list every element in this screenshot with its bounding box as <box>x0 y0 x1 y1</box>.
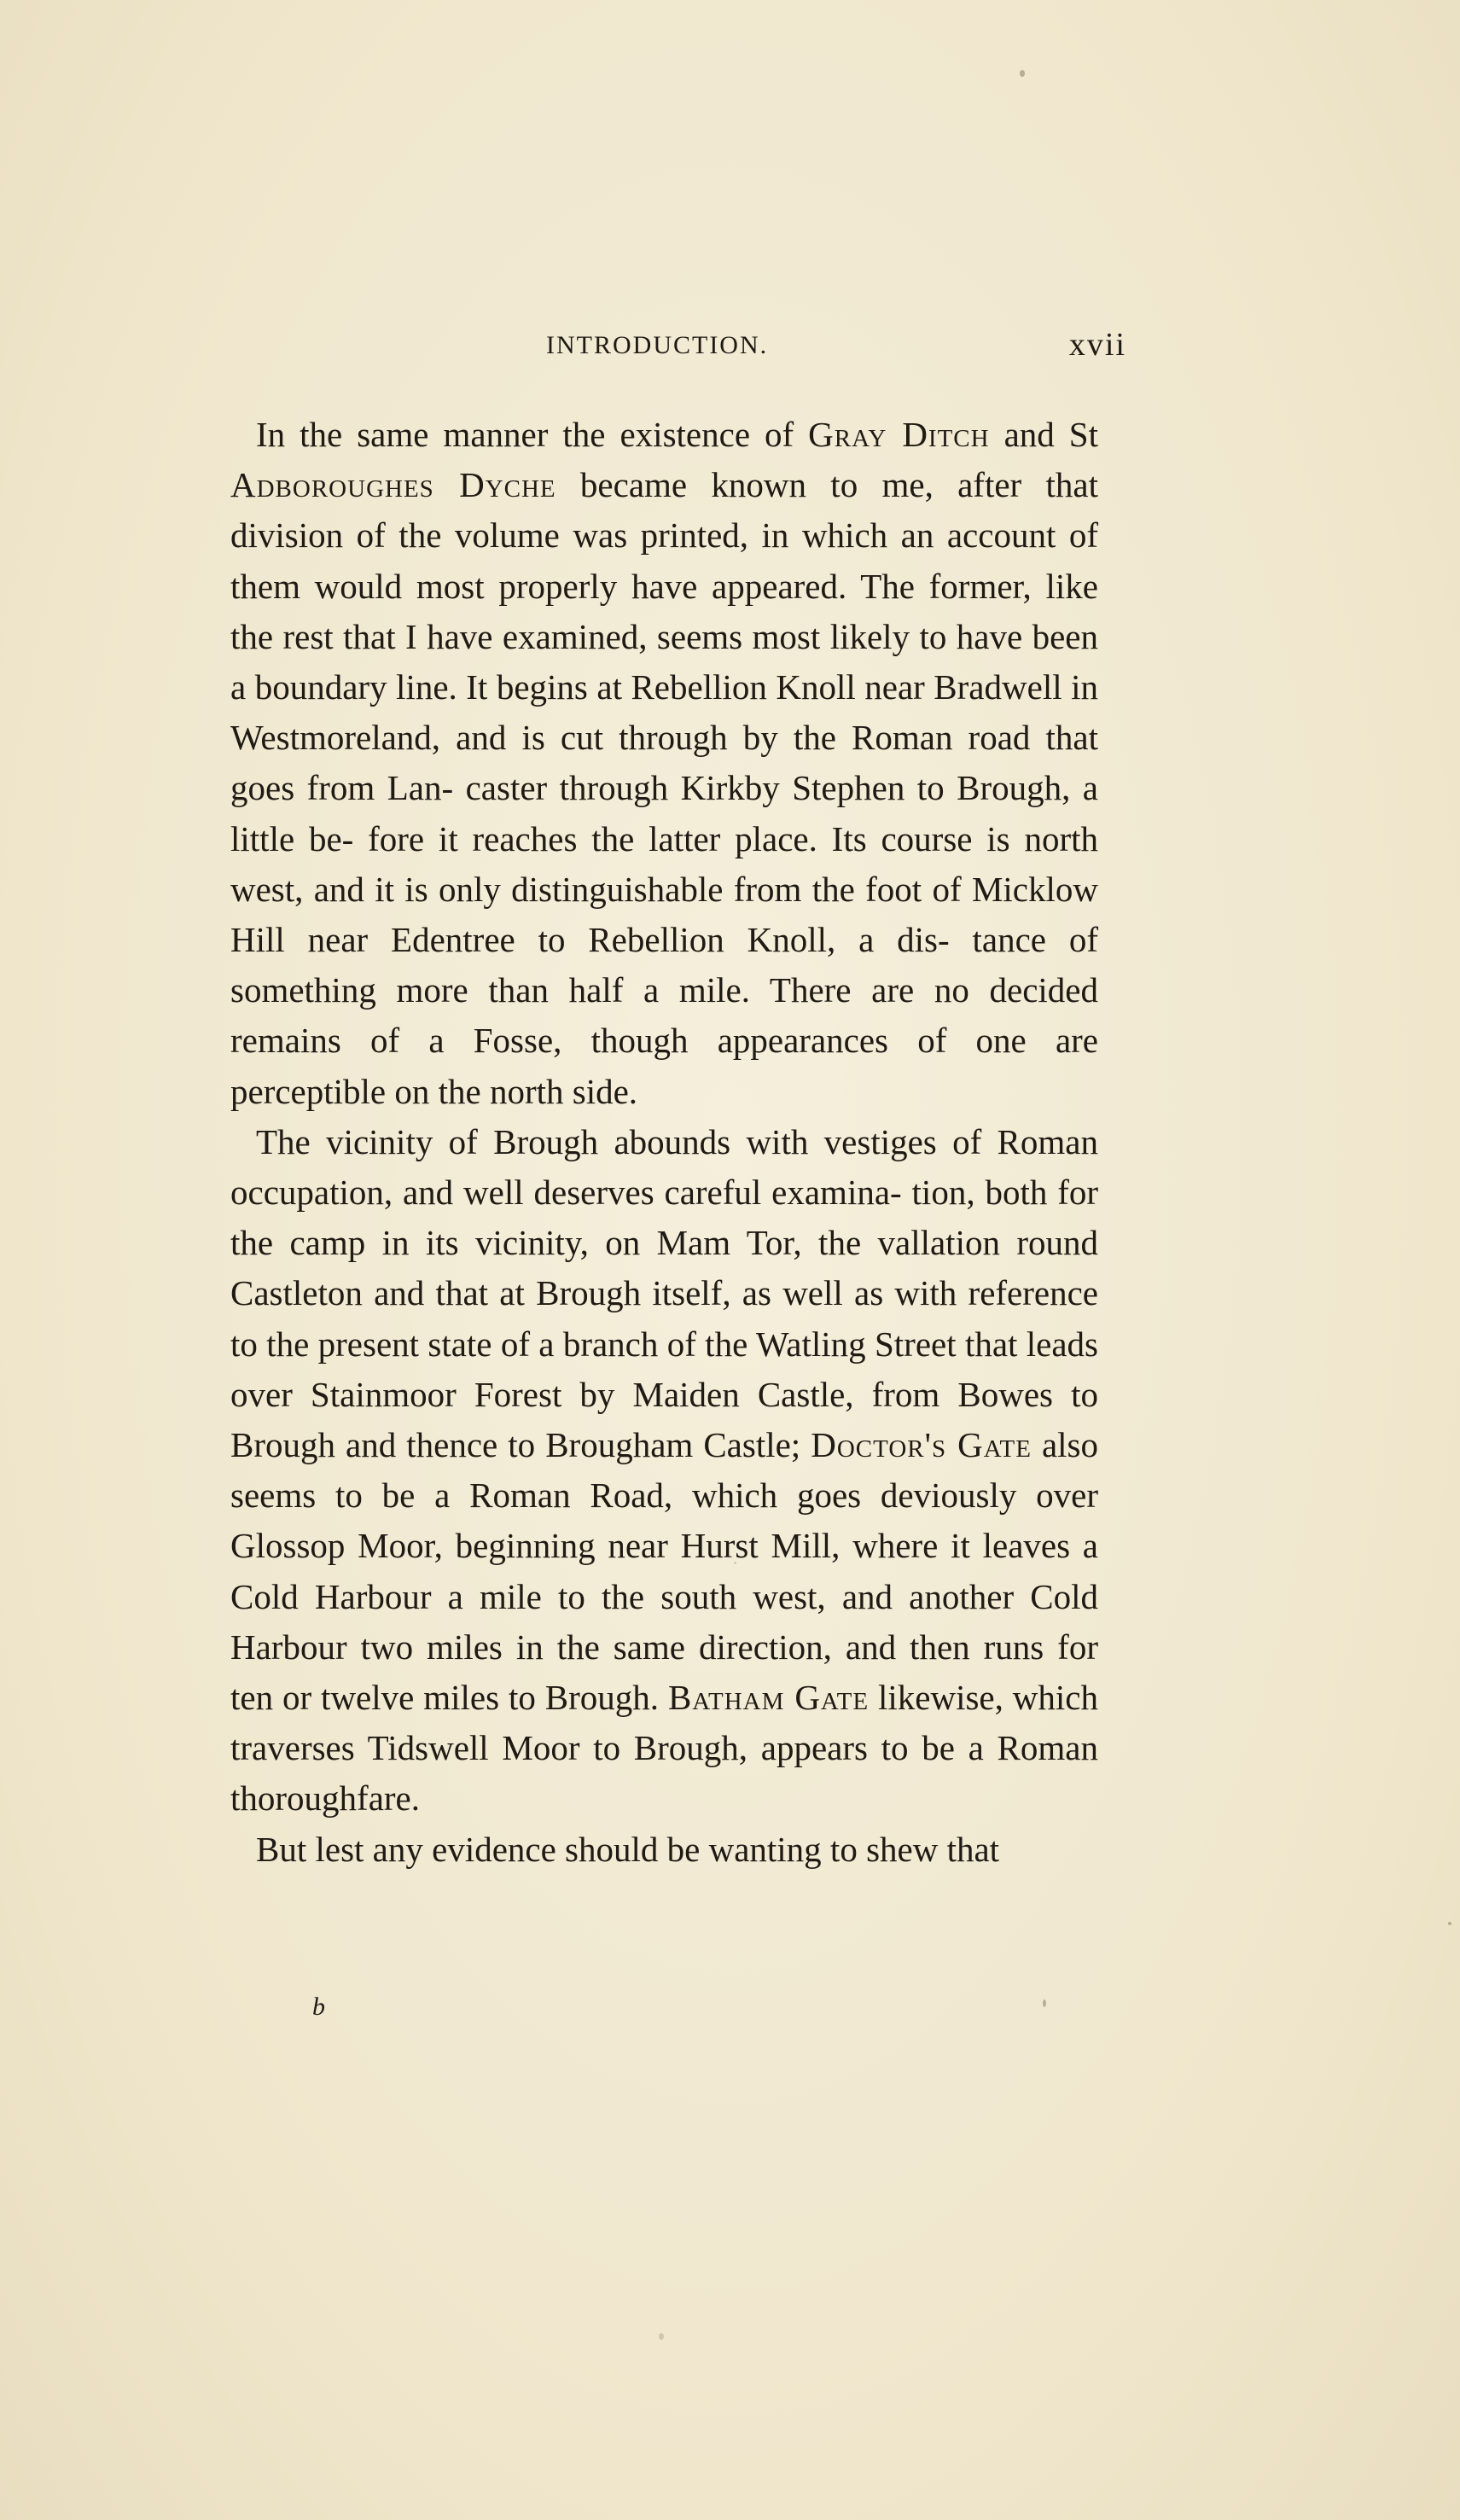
place-name-adboroughes-dyche: Adboroughes Dyche <box>230 465 556 505</box>
page-number: xvii <box>1068 327 1126 363</box>
paragraph-1 <box>230 410 1098 1117</box>
place-name-doctors-gate: Doctor's Gate <box>811 1425 1032 1465</box>
text-run: In the same manner the existence of <box>256 415 809 454</box>
place-name-gray-ditch: Gray Ditch <box>808 415 990 454</box>
text-run: But lest any evidence should be wanting to shew that <box>256 1829 1000 1869</box>
paragraph-2 <box>230 1117 1098 1825</box>
signature-mark: b <box>312 1993 325 2021</box>
paper-speck <box>659 2333 664 2340</box>
paragraph-3 <box>230 1825 1098 1875</box>
paper-speck <box>1448 1922 1451 1925</box>
place-name-batham-gate: Batham Gate <box>667 1678 870 1718</box>
text-run: became known to me, after that division of the volume was printed, in which an account of them would most properly have appeared. The former, like the rest that I have examined, seems most likely to have been a boundary line. It begins at Rebellion Knoll near Bradwell in Westmoreland, and is cut through by the Roman road that goes from Lan- caster through Kirkby Stephen to Brough, a little be- fore it reaches the latter place. Its course is north west, and it is only distinguishable from the foot of Micklow Hill near Edentree to Rebellion Knoll, a dis- tance of something more than half a mile. There are no decided remains of a Fosse, though appearances of one are perceptible on the north side. <box>230 465 1098 1111</box>
page-header <box>230 327 1126 382</box>
paper-speck <box>734 1562 736 1564</box>
text-run: The vicinity of Brough abounds with vestiges of Roman occupation, and well deserves careful examina- tion, both for the camp in its vicinity, on Mam Tor, the vallation round Castleton and that at Brough itself, as well as with reference to the present state of a branch of the Watling Street that leads over Stainmoor Forest by Maiden Castle, from Bowes to Brough and thence to Brougham Castle; <box>230 1121 1098 1465</box>
running-head: INTRODUCTION. <box>546 331 769 359</box>
paper-speck <box>1043 1999 1046 2007</box>
body-text <box>230 410 1098 1875</box>
text-run: also seems to be a Roman Road, which goes deviously over Glossop Moor, beginning near Hurst Mill, where it leaves a Cold Harbour a mile to the south west, and another Cold Harbour two miles in the same direction, and then runs for ten or twelve miles to Brough. <box>230 1425 1098 1718</box>
text-run: and St <box>989 415 1098 454</box>
text-run: likewise, which traverses Tidswell Moor to Brough, appears to be a Roman thoroughfare. <box>230 1678 1098 1819</box>
paper-speck <box>1020 70 1025 77</box>
